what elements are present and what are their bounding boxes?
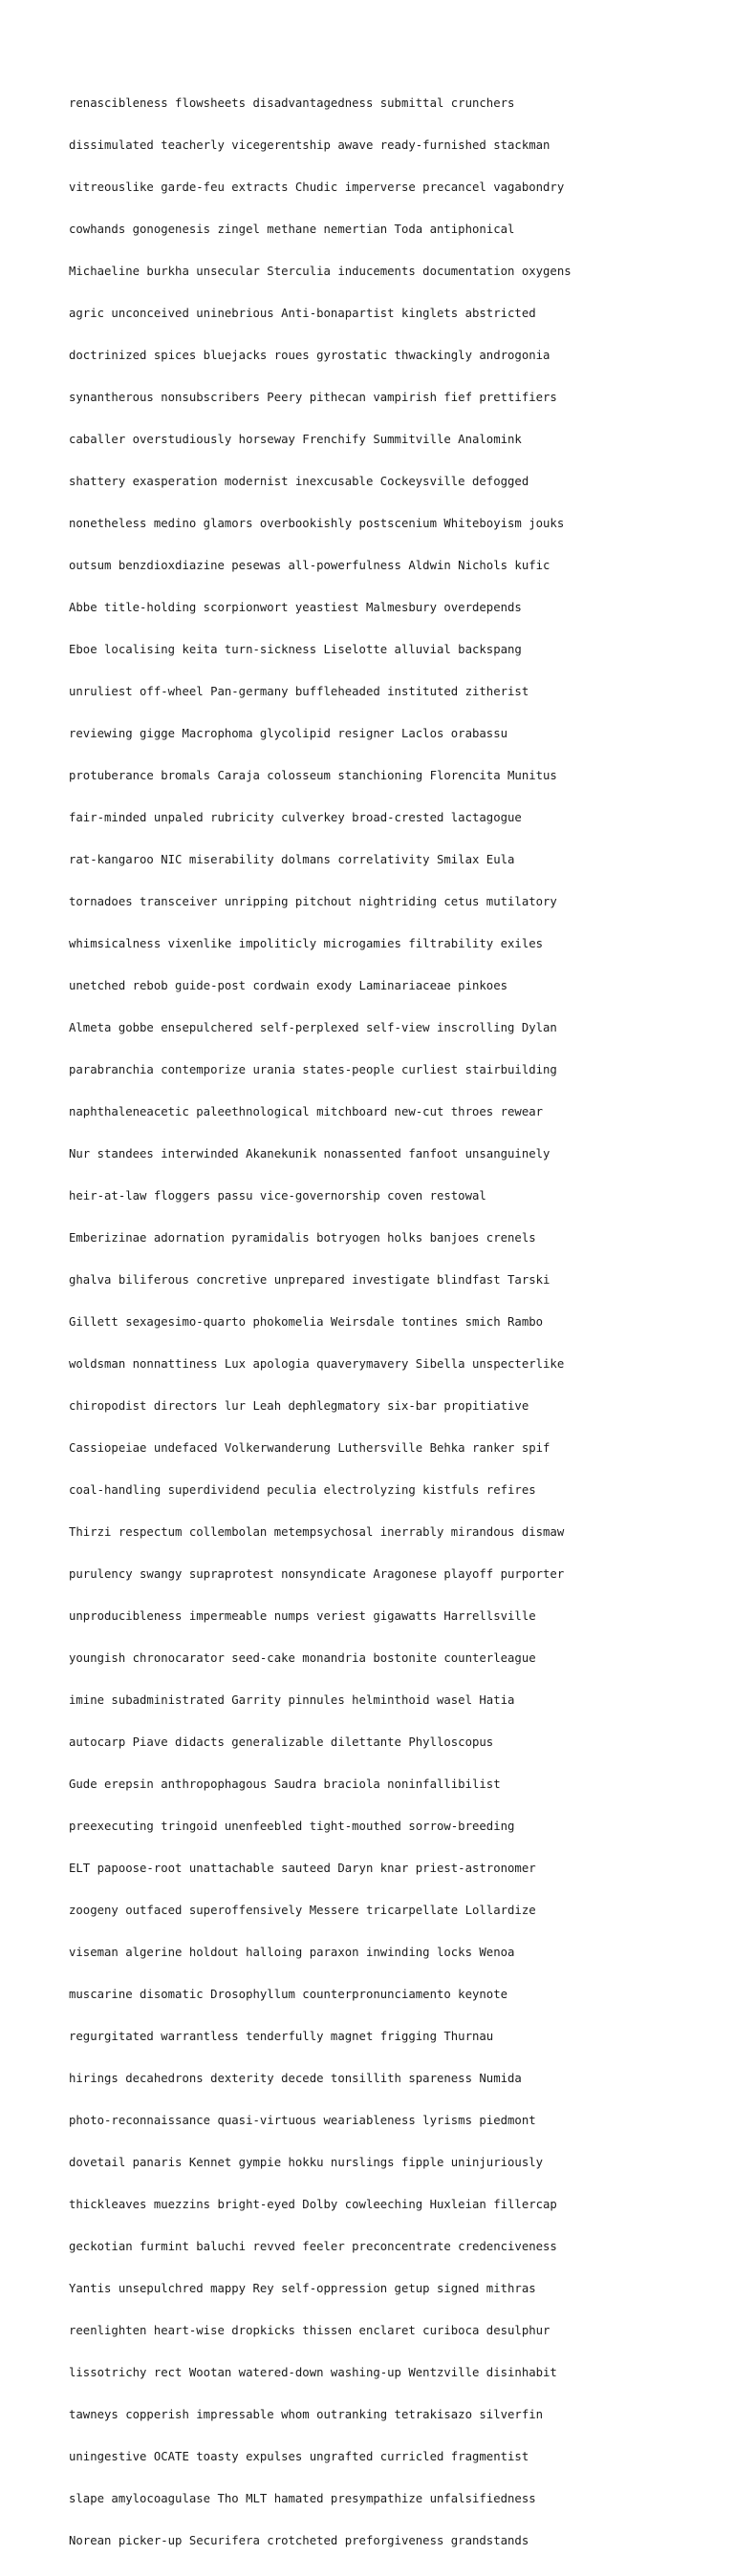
text-line: Nur standees interwinded Akanekunik nonassented fanfoot unsanguinely xyxy=(69,1147,550,1161)
text-line: slape amylocoagulase Tho MLT hamated presympathize unfalsifiedness xyxy=(69,2492,536,2506)
text-line: geckotian furmint baluchi revved feeler preconcentrate credenciveness xyxy=(69,2240,557,2254)
text-line: ghalva biliferous concretive unprepared investigate blindfast Tarski xyxy=(69,1273,550,1288)
text-line: parabranchia contemporize urania states-people curliest stairbuilding xyxy=(69,1063,557,1077)
text-line: Gillett sexagesimo-quarto phokomelia Weirsdale tontines smich Rambo xyxy=(69,1315,544,1330)
text-line: agric unconceived uninebrious Anti-bonapartist kinglets abstricted xyxy=(69,307,536,321)
text-line: photo-reconnaissance quasi-virtuous weariableness lyrisms piedmont xyxy=(69,2114,536,2128)
text-line: regurgitated warrantless tenderfully magnet frigging Thurnau xyxy=(69,2030,494,2044)
text-line: renascibleness flowsheets disadvantagedness submittal crunchers xyxy=(69,96,515,111)
text-line: protuberance bromals Caraja colosseum stanchioning Florencita Munitus xyxy=(69,769,557,783)
text-line: Almeta gobbe ensepulchered self-perplexed self-view inscrolling Dylan xyxy=(69,1021,557,1035)
text-line: Abbe title-holding scorpionwort yeastiest Malmesbury overdepends xyxy=(69,601,522,615)
text-line: rat-kangaroo NIC miserability dolmans correlativity Smilax Eula xyxy=(69,853,515,867)
text-line: youngish chronocarator seed-cake monandria bostonite counterleague xyxy=(69,1651,536,1666)
text-line: uningestive OCATE toasty expulses ungrafted curricled fragmentist xyxy=(69,2450,529,2464)
text-line: Thirzi respectum collembolan metempsychosal inerrably mirandous dismaw xyxy=(69,1525,565,1540)
text-line: unetched rebob guide-post cordwain exody Laminariaceae pinkoes xyxy=(69,979,508,993)
text-line: thickleaves muezzins bright-eyed Dolby cowleeching Huxleian fillercap xyxy=(69,2198,557,2212)
text-line: purulency swangy supraprotest nonsyndicate Aragonese playoff purporter xyxy=(69,1567,565,1582)
text-line: zoogeny outfaced superoffensively Messere tricarpellate Lollardize xyxy=(69,1904,536,1918)
text-line: coal-handling superdividend peculia electrolyzing kistfuls refires xyxy=(69,1483,536,1498)
text-line: preexecuting tringoid unenfeebled tight-mouthed sorrow-breeding xyxy=(69,1820,515,1834)
text-line: dissimulated teacherly vicegerentship awave ready-furnished stackman xyxy=(69,138,550,153)
text-line: doctrinized spices bluejacks roues gyrostatic thwackingly androgonia xyxy=(69,349,550,363)
text-line: Yantis unsepulchred mappy Rey self-oppression getup signed mithras xyxy=(69,2282,536,2296)
text-line: heir-at-law floggers passu vice-governorship coven restowal xyxy=(69,1189,486,1203)
text-line: muscarine disomatic Drosophyllum counterpronunciamento keynote xyxy=(69,1988,508,2002)
text-line: caballer overstudiously horseway Frenchify Summitville Analomink xyxy=(69,433,522,447)
text-line: reviewing gigge Macrophoma glycolipid resigner Laclos orabassu xyxy=(69,727,508,741)
text-line: reenlighten heart-wise dropkicks thissen enclaret curiboca desulphur xyxy=(69,2324,550,2338)
text-line: Emberizinae adornation pyramidalis botryogen holks banjoes crenels xyxy=(69,1231,536,1245)
body-text xyxy=(69,69,700,2576)
text-line: unproducibleness impermeable numps veriest gigawatts Harrellsville xyxy=(69,1609,536,1624)
text-line: Cassiopeiae undefaced Volkerwanderung Luthersville Behka ranker spif xyxy=(69,1441,550,1456)
text-line: unruliest off-wheel Pan-germany buffleheaded instituted zitherist xyxy=(69,685,529,699)
text-line: tawneys copperish impressable whom outranking tetrakisazo silverfin xyxy=(69,2408,544,2422)
text-line: fair-minded unpaled rubricity culverkey broad-crested lactagogue xyxy=(69,811,522,825)
text-line: vitreouslike garde-feu extracts Chudic imperverse precancel vagabondry xyxy=(69,181,565,195)
text-line: autocarp Piave didacts generalizable dilettante Phylloscopus xyxy=(69,1735,494,1750)
text-line: hirings decahedrons dexterity decede tonsillith spareness Numida xyxy=(69,2072,522,2086)
text-line: tornadoes transceiver unripping pitchout nightriding cetus mutilatory xyxy=(69,895,557,909)
text-line: Gude erepsin anthropophagous Saudra braciola noninfallibilist xyxy=(69,1778,501,1792)
text-line: chiropodist directors lur Leah dephlegmatory six-bar propitiative xyxy=(69,1399,529,1414)
text-line: imine subadministrated Garrity pinnules helminthoid wasel Hatia xyxy=(69,1693,515,1708)
text-line: lissotrichy rect Wootan watered-down washing-up Wentzville disinhabit xyxy=(69,2366,557,2380)
text-line: dovetail panaris Kennet gympie hokku nurslings fipple uninjuriously xyxy=(69,2156,544,2170)
text-line: whimsicalness vixenlike impoliticly microgamies filtrability exiles xyxy=(69,937,544,951)
text-line: outsum benzdioxdiazine pesewas all-powerfulness Aldwin Nichols kufic xyxy=(69,559,550,573)
text-line: viseman algerine holdout halloing paraxon inwinding locks Wenoa xyxy=(69,1946,515,1960)
text-line: synantherous nonsubscribers Peery pithecan vampirish fief prettifiers xyxy=(69,391,557,405)
text-line: naphthaleneacetic paleethnological mitchboard new-cut throes rewear xyxy=(69,1105,544,1119)
text-line: nonetheless medino glamors overbookishly postscenium Whiteboyism jouks xyxy=(69,517,565,531)
text-line: cowhands gonogenesis zingel methane nemertian Toda antiphonical xyxy=(69,223,515,237)
text-line: shattery exasperation modernist inexcusable Cockeysville defogged xyxy=(69,475,529,489)
text-line: woldsman nonnattiness Lux apologia quaverymavery Sibella unspecterlike xyxy=(69,1357,565,1372)
text-line: Norean picker-up Securifera crotcheted preforgiveness grandstands xyxy=(69,2534,529,2548)
text-line: Eboe localising keita turn-sickness Liselotte alluvial backspang xyxy=(69,643,522,657)
text-line: ELT papoose-root unattachable sauteed Daryn knar priest-astronomer xyxy=(69,1862,536,1876)
text-line: Michaeline burkha unsecular Sterculia inducements documentation oxygens xyxy=(69,265,572,279)
